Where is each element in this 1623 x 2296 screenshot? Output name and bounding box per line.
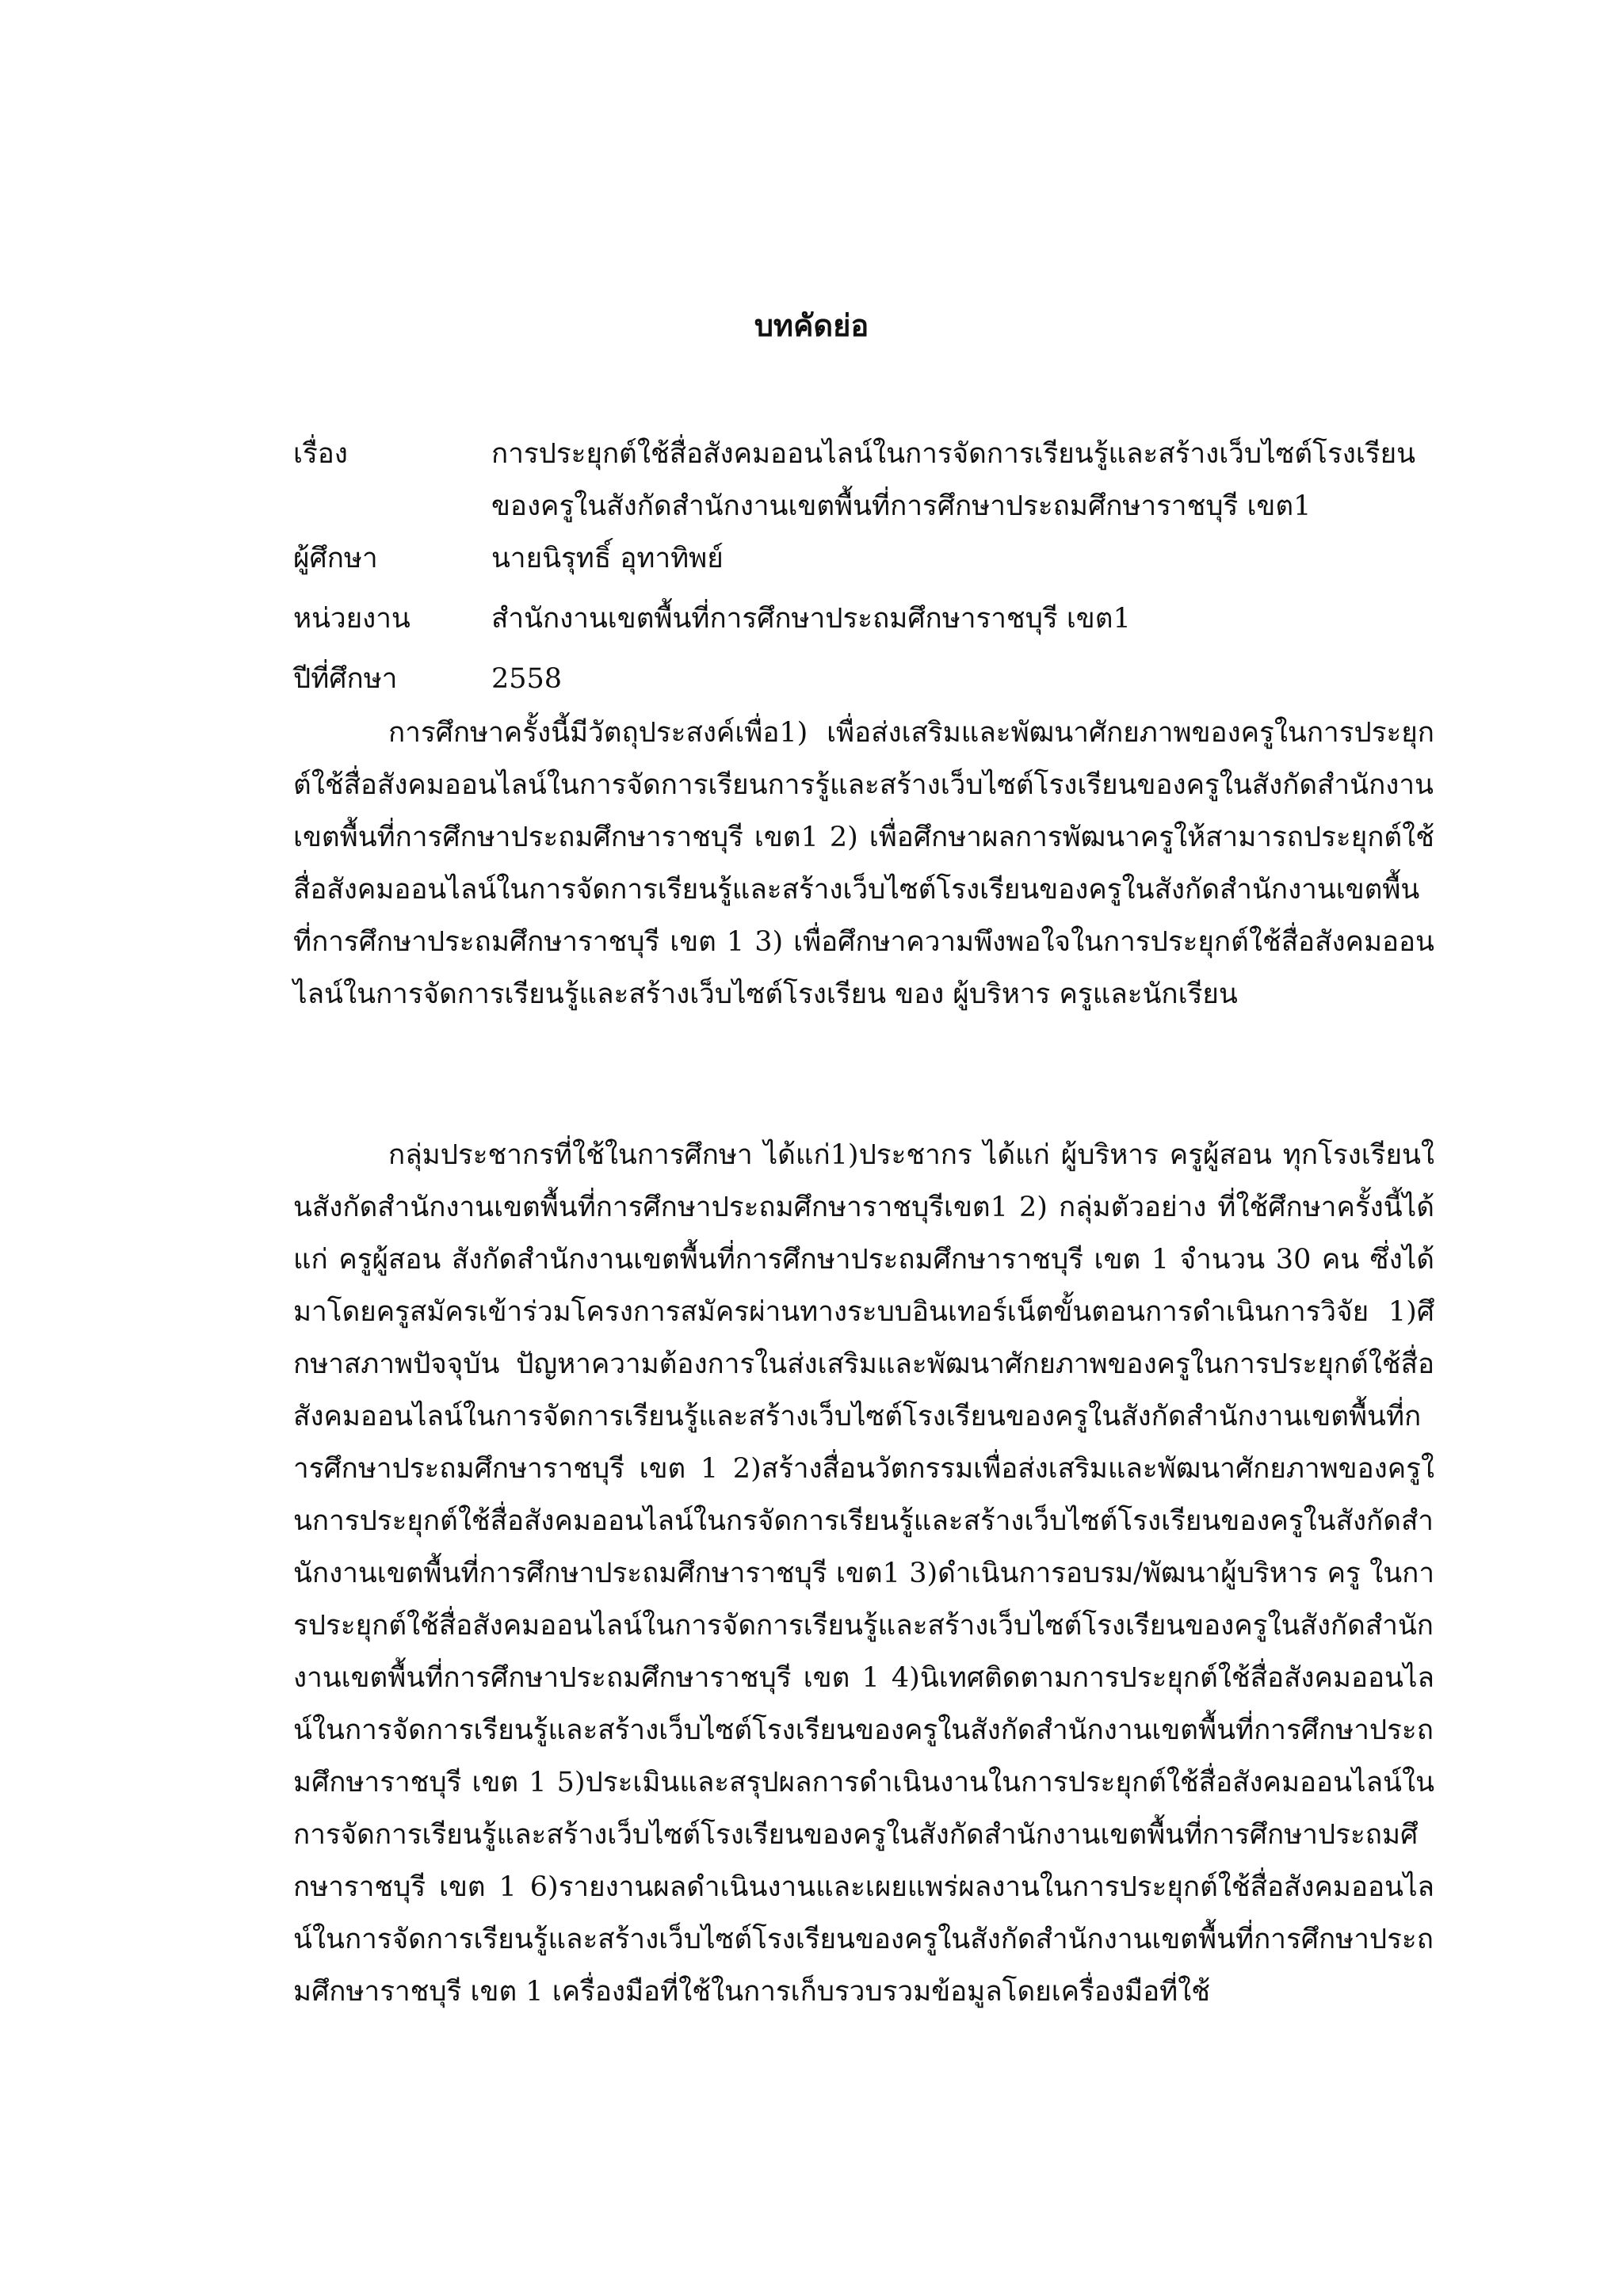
author-value: นายนิรุทธิ์ อุทาทิพย์ (491, 543, 724, 574)
subject-label: เรื่อง (293, 438, 348, 470)
agency-label: หน่วยงาน (293, 603, 411, 635)
subject-value-line1: การประยุกต์ใช้สื่อสังคมออนไลน์ในการจัดการเรียนรู้และสร้างเว็บไซต์โรงเรียน (491, 438, 1416, 470)
population-paragraph: กลุ่มประชากรที่ใช้ในการศึกษา ได้แก่1)ประชากร ได้แก่ ผู้บริหาร ครูผู้สอน ทุกโรงเรียนในสังกัดสำนักงานเขตพื้นที่การศึกษาประถมศึกษาราชบุรีเขต1 2) กลุ่มตัวอย่าง ที่ใช้ศึกษาครั้งนี้ได้แก่ ครูผู้สอน สังกัดสำนักงานเขตพื้นที่การศึกษาประถมศึกษาราชบุรี เขต 1 จำนวน 30 คน ซึ่งได้มาโดยครูสมัครเข้าร่วมโครงการสมัครผ่านทางระบบอินเทอร์เน็ตขั้นตอนการดำเนินการวิจัย 1)ศึกษาสภาพปัจจุบัน ปัญหาความต้องการในส่งเสริมและพัฒนาศักยภาพของครูในการประยุกต์ใช้สื่อสังคมออนไลน์ในการจัดการเรียนรู้และสร้างเว็บไซต์โรงเรียนของครูในสังกัดสำนักงานเขตพื้นที่การศึกษาประถมศึกษาราชบุรี เขต 1 2)สร้างสื่อนวัตกรรมเพื่อส่งเสริมและพัฒนาศักยภาพของครูในการประยุกต์ใช้สื่อสังคมออนไลน์ในกรจัดการเรียนรู้และสร้างเว็บไซต์โรงเรียนของครูในสังกัดสำนักงานเขตพื้นที่การศึกษาประถมศึกษาราชบุรี เขต1 3)ดำเนินการอบรม/พัฒนาผู้บริหาร ครู ในการประยุกต์ใช้สื่อสังคมออนไลน์ในการจัดการเรียนรู้และสร้างเว็บไซต์โรงเรียนของครูในสังกัดสำนักงานเขตพื้นที่การศึกษาประถมศึกษาราชบุรี เขต 1 4)นิเทศติดตามการประยุกต์ใช้สื่อสังคมออนไลน์ในการจัดการเรียนรู้และสร้างเว็บไซต์โรงเรียนของครูในสังกัดสำนักงานเขตพื้นที่การศึกษาประถมศึกษาราชบุรี เขต 1 5)ประเมินและสรุปผลการดำเนินงานในการประยุกต์ใช้สื่อสังคมออนไลน์ในการจัดการเรียนรู้และสร้างเว็บไซต์โรงเรียนของครูในสังกัดสำนักงานเขตพื้นที่การศึกษาประถมศึกษาราชบุรี เขต 1 6)รายงานผลดำเนินงานและเผยแพร่ผลงานในการประยุกต์ใช้สื่อสังคมออนไลน์ในการจัดการเรียนรู้และสร้างเว็บไซต์โรงเรียนของครูในสังกัดสำนักงานเขตพื้นที่การศึกษาประถมศึกษาราชบุรี เขต 1 เครื่องมือที่ใช้ในการเก็บรวบรวมข้อมูลโดยเครื่องมือที่ใช้ (293, 1139, 1434, 2008)
author-label: ผู้ศึกษา (293, 543, 378, 574)
page-title: บทคัดย่อ (754, 307, 869, 343)
year-value: 2558 (491, 663, 563, 695)
agency-value: สำนักงานเขตพื้นที่การศึกษาประถมศึกษาราชบุรี เขต1 (491, 603, 1131, 635)
objectives-paragraph: การศึกษาครั้งนี้มีวัตถุประสงค์เพื่อ1) เพื่อส่งเสริมและพัฒนาศักยภาพของครูในการประยุกต์ใช้สื่อสังคมออนไลน์ในการจัดการเรียนการรู้และสร้างเว็บไซต์โรงเรียนของครูในสังกัดสำนักงานเขตพื้นที่การศึกษาประถมศึกษาราชบุรี เขต1 2) เพื่อศึกษาผลการพัฒนาครูให้สามารถประยุกต์ใช้สื่อสังคมออนไลน์ในการจัดการเรียนรู้และสร้างเว็บไซต์โรงเรียนของครูในสังกัดสำนักงานเขตพื้นที่การศึกษาประถมศึกษาราชบุรี เขต 1 3) เพื่อศึกษาความพึงพอใจในการประยุกต์ใช้สื่อสังคมออนไลน์ในการจัดการเรียนรู้และสร้างเว็บไซต์โรงเรียน ของ ผู้บริหาร ครูและนักเรียน (293, 717, 1434, 1010)
year-label: ปีที่ศึกษา (293, 663, 398, 695)
subject-value-line2: ของครูในสังกัดสำนักงานเขตพื้นที่การศึกษาประถมศึกษาราชบุรี เขต1 (491, 490, 1312, 522)
